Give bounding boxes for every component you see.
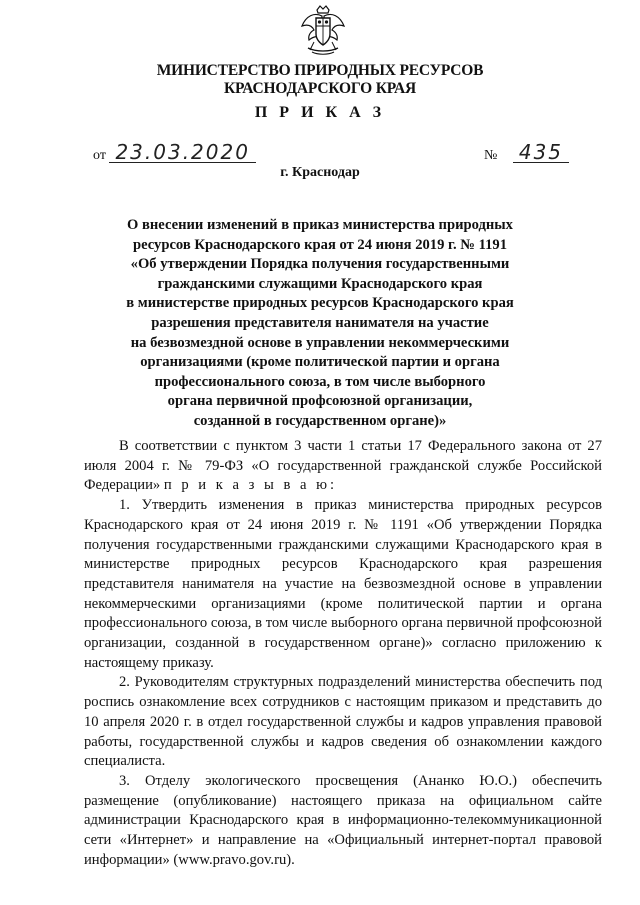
title-line: созданной в государственном органе)» (193, 412, 447, 429)
item-1-paragraph: 1. Утвердить изменения в приказ министерства природных ресурсов Краснодарского края от 24 июня 2019 г. № 1191 «Об утверждении Порядка получения государственными гражданскими служащими Краснодарского края в министерстве природных ресурсов Краснодарского края разрешения представителя нанимателя на участие на безвозмездной основе в управлении некоммерческими организациями (кроме политической партии и органа профессионального союза, в том числе выборного органа первичной профсоюзной организации, созданной в государственном органе)» согласно приложению к настоящему приказу. (84, 497, 602, 671)
city: г. Краснодар (280, 165, 360, 180)
item-2-paragraph: 2. Руководителям структурных подразделений министерства обеспечить под роспись ознакомление всех сотрудников с настоящим приказом и представить до 10 апреля 2020 г. в отдел государственной службы и кадров управления правовой работы, государственной службы и кадров сведения об ознакомлении каждого специалиста. (84, 674, 602, 770)
title-line: О внесении изменений в приказ министерства природных (127, 217, 513, 233)
number-row (484, 142, 569, 164)
ministry-name-line1: МИНИСТЕРСТВО ПРИРОДНЫХ РЕСУРСОВ (156, 62, 484, 79)
handwritten-number: 435 (513, 142, 569, 163)
title-line: разрешения представителя нанимателя на участие (151, 314, 489, 331)
title-line: на безвозмездной основе в управлении некоммерческими (130, 334, 510, 351)
item-3-paragraph: 3. Отделу экологического просвещения (Ананко Ю.О.) обеспечить размещение (опубликование) настоящего приказа на официальном сайте администрации Краснодарского края в информационно-телекоммуникационной сети «Интернет» и направление на «Официальный интернет-портал правовой информации» (www.pravo.gov.ru). (84, 772, 602, 868)
preamble-text: В соответствии с пунктом 3 части 1 статьи 17 Федерального закона от 27 июля 2004 г. № 79-ФЗ «О государственной гражданской службе Российской Федерации» (84, 438, 602, 494)
order-body (84, 437, 602, 870)
title-line: организациями (кроме политической партии и органа (140, 354, 500, 371)
order-directive: п р и к а з ы в а ю: (163, 477, 338, 494)
title-line: в министерстве природных ресурсов Краснодарского края (126, 295, 514, 312)
number-prefix: № (484, 148, 498, 163)
title-line: гражданскими служащими Краснодарского края (157, 275, 483, 292)
title-line: профессионального союза, в том числе выборного (154, 373, 486, 390)
coat-of-arms-icon (300, 4, 346, 58)
title-line: «Об утверждении Порядка получения государственными (130, 256, 510, 273)
title-line: органа первичной профсоюзной организации, (167, 393, 473, 410)
handwritten-date: 23.03.2020 (109, 142, 256, 163)
order-title (0, 216, 640, 432)
preamble-paragraph (84, 437, 602, 496)
ministry-name (0, 62, 640, 98)
ministry-name-line2: КРАСНОДАРСКОГО КРАЯ (223, 80, 417, 97)
date-prefix: от (93, 148, 106, 163)
document-type: П Р И К А З (254, 104, 386, 121)
title-line: ресурсов Краснодарского края от 24 июня 2019 г. № 1191 (132, 236, 507, 253)
date-row (93, 142, 256, 164)
